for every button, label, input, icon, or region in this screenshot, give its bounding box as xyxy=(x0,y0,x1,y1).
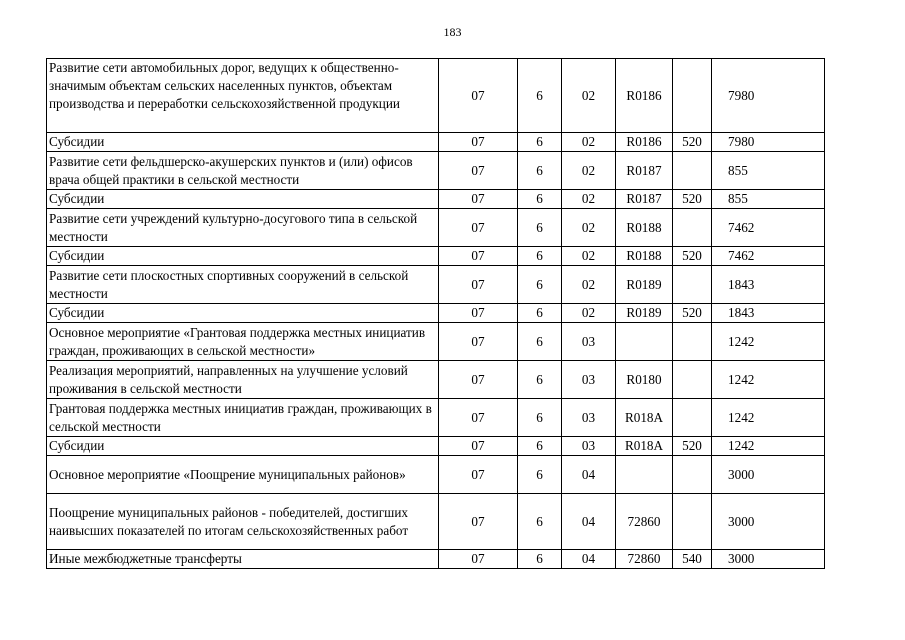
expense-type-cell xyxy=(673,209,712,247)
subprogram-code-cell: 03 xyxy=(562,361,616,399)
row-name-cell: Субсидии xyxy=(47,133,439,152)
section-code-cell: 07 xyxy=(439,323,518,361)
subprogram-code-cell: 02 xyxy=(562,59,616,133)
section-code-cell: 07 xyxy=(439,456,518,494)
subprogram-code-cell: 04 xyxy=(562,550,616,569)
program-code-cell: 6 xyxy=(518,304,562,323)
target-code-cell: R0187 xyxy=(616,152,673,190)
target-code-cell xyxy=(616,456,673,494)
row-name-cell: Основное мероприятие «Грантовая поддержка местных инициатив граждан, проживающих в сельской местности» xyxy=(47,323,439,361)
table-row xyxy=(47,209,825,247)
program-code-cell: 6 xyxy=(518,399,562,437)
target-code-cell: R0180 xyxy=(616,361,673,399)
table-row xyxy=(47,190,825,209)
page-number: 183 xyxy=(443,25,462,39)
section-code-cell: 07 xyxy=(439,152,518,190)
table-row xyxy=(47,323,825,361)
section-code-cell: 07 xyxy=(439,59,518,133)
amount-cell: 1242 xyxy=(712,361,825,399)
table-row xyxy=(47,152,825,190)
target-code-cell: R0186 xyxy=(616,133,673,152)
table-row xyxy=(47,133,825,152)
subprogram-code-cell: 02 xyxy=(562,304,616,323)
row-name-cell: Развитие сети плоскостных спортивных сооружений в сельской местности xyxy=(47,266,439,304)
amount-cell: 3000 xyxy=(712,494,825,550)
section-code-cell: 07 xyxy=(439,209,518,247)
amount-cell: 7980 xyxy=(712,133,825,152)
subprogram-code-cell: 04 xyxy=(562,494,616,550)
program-code-cell: 6 xyxy=(518,494,562,550)
program-code-cell: 6 xyxy=(518,59,562,133)
amount-cell: 3000 xyxy=(712,550,825,569)
expense-type-cell xyxy=(673,152,712,190)
expense-type-cell: 520 xyxy=(673,190,712,209)
amount-cell: 3000 xyxy=(712,456,825,494)
program-code-cell: 6 xyxy=(518,361,562,399)
target-code-cell: R0188 xyxy=(616,209,673,247)
target-code-cell: R0189 xyxy=(616,266,673,304)
subprogram-code-cell: 03 xyxy=(562,323,616,361)
table-row xyxy=(47,399,825,437)
program-code-cell: 6 xyxy=(518,266,562,304)
section-code-cell: 07 xyxy=(439,361,518,399)
target-code-cell: R018А xyxy=(616,399,673,437)
table-row xyxy=(47,361,825,399)
table-row xyxy=(47,437,825,456)
expense-type-cell xyxy=(673,456,712,494)
expense-type-cell xyxy=(673,323,712,361)
subprogram-code-cell: 02 xyxy=(562,209,616,247)
row-name-cell: Основное мероприятие «Поощрение муниципальных районов» xyxy=(47,456,439,494)
table-row xyxy=(47,266,825,304)
expense-type-cell xyxy=(673,59,712,133)
section-code-cell: 07 xyxy=(439,437,518,456)
expense-type-cell xyxy=(673,399,712,437)
subprogram-code-cell: 02 xyxy=(562,190,616,209)
section-code-cell: 07 xyxy=(439,266,518,304)
section-code-cell: 07 xyxy=(439,399,518,437)
row-name-cell: Развитие сети фельдшерско-акушерских пунктов и (или) офисов врача общей практики в сельской местности xyxy=(47,152,439,190)
program-code-cell: 6 xyxy=(518,323,562,361)
program-code-cell: 6 xyxy=(518,133,562,152)
amount-cell: 1242 xyxy=(712,437,825,456)
row-name-cell: Субсидии xyxy=(47,437,439,456)
section-code-cell: 07 xyxy=(439,190,518,209)
amount-cell: 7980 xyxy=(712,59,825,133)
target-code-cell: 72860 xyxy=(616,494,673,550)
expense-type-cell xyxy=(673,266,712,304)
amount-cell: 1843 xyxy=(712,266,825,304)
subprogram-code-cell: 02 xyxy=(562,266,616,304)
target-code-cell xyxy=(616,323,673,361)
subprogram-code-cell: 03 xyxy=(562,399,616,437)
program-code-cell: 6 xyxy=(518,190,562,209)
row-name-cell: Иные межбюджетные трансферты xyxy=(47,550,439,569)
amount-cell: 855 xyxy=(712,152,825,190)
program-code-cell: 6 xyxy=(518,247,562,266)
expense-type-cell: 540 xyxy=(673,550,712,569)
target-code-cell: R0187 xyxy=(616,190,673,209)
target-code-cell: R018А xyxy=(616,437,673,456)
section-code-cell: 07 xyxy=(439,550,518,569)
subprogram-code-cell: 02 xyxy=(562,152,616,190)
row-name-cell: Поощрение муниципальных районов - победителей, достигших наивысших показателей по итогам сельскохозяйственных работ xyxy=(47,494,439,550)
expense-type-cell: 520 xyxy=(673,437,712,456)
table-body xyxy=(47,59,825,569)
table-row xyxy=(47,550,825,569)
section-code-cell: 07 xyxy=(439,304,518,323)
target-code-cell: R0186 xyxy=(616,59,673,133)
row-name-cell: Субсидии xyxy=(47,247,439,266)
amount-cell: 1843 xyxy=(712,304,825,323)
table-row xyxy=(47,304,825,323)
section-code-cell: 07 xyxy=(439,133,518,152)
amount-cell: 1242 xyxy=(712,323,825,361)
row-name-cell: Реализация мероприятий, направленных на улучшение условий проживания в сельской местности xyxy=(47,361,439,399)
target-code-cell: R0189 xyxy=(616,304,673,323)
program-code-cell: 6 xyxy=(518,437,562,456)
table-row xyxy=(47,456,825,494)
target-code-cell: R0188 xyxy=(616,247,673,266)
expense-type-cell: 520 xyxy=(673,133,712,152)
budget-table xyxy=(46,58,825,569)
program-code-cell: 6 xyxy=(518,152,562,190)
expense-type-cell xyxy=(673,361,712,399)
program-code-cell: 6 xyxy=(518,550,562,569)
section-code-cell: 07 xyxy=(439,247,518,266)
subprogram-code-cell: 02 xyxy=(562,133,616,152)
subprogram-code-cell: 04 xyxy=(562,456,616,494)
amount-cell: 1242 xyxy=(712,399,825,437)
table-row xyxy=(47,494,825,550)
expense-type-cell xyxy=(673,494,712,550)
program-code-cell: 6 xyxy=(518,209,562,247)
expense-type-cell: 520 xyxy=(673,304,712,323)
amount-cell: 7462 xyxy=(712,247,825,266)
program-code-cell: 6 xyxy=(518,456,562,494)
row-name-cell: Развитие сети автомобильных дорог, ведущих к общественно-значимым объектам сельских населенных пунктов, объектам производства и переработки сельскохозяйственной продукции xyxy=(47,59,439,133)
row-name-cell: Грантовая поддержка местных инициатив граждан, проживающих в сельской местности xyxy=(47,399,439,437)
table-row xyxy=(47,247,825,266)
section-code-cell: 07 xyxy=(439,494,518,550)
row-name-cell: Субсидии xyxy=(47,304,439,323)
expense-type-cell: 520 xyxy=(673,247,712,266)
target-code-cell: 72860 xyxy=(616,550,673,569)
table-row xyxy=(47,59,825,133)
subprogram-code-cell: 02 xyxy=(562,247,616,266)
row-name-cell: Субсидии xyxy=(47,190,439,209)
subprogram-code-cell: 03 xyxy=(562,437,616,456)
amount-cell: 7462 xyxy=(712,209,825,247)
row-name-cell: Развитие сети учреждений культурно-досугового типа в сельской местности xyxy=(47,209,439,247)
amount-cell: 855 xyxy=(712,190,825,209)
